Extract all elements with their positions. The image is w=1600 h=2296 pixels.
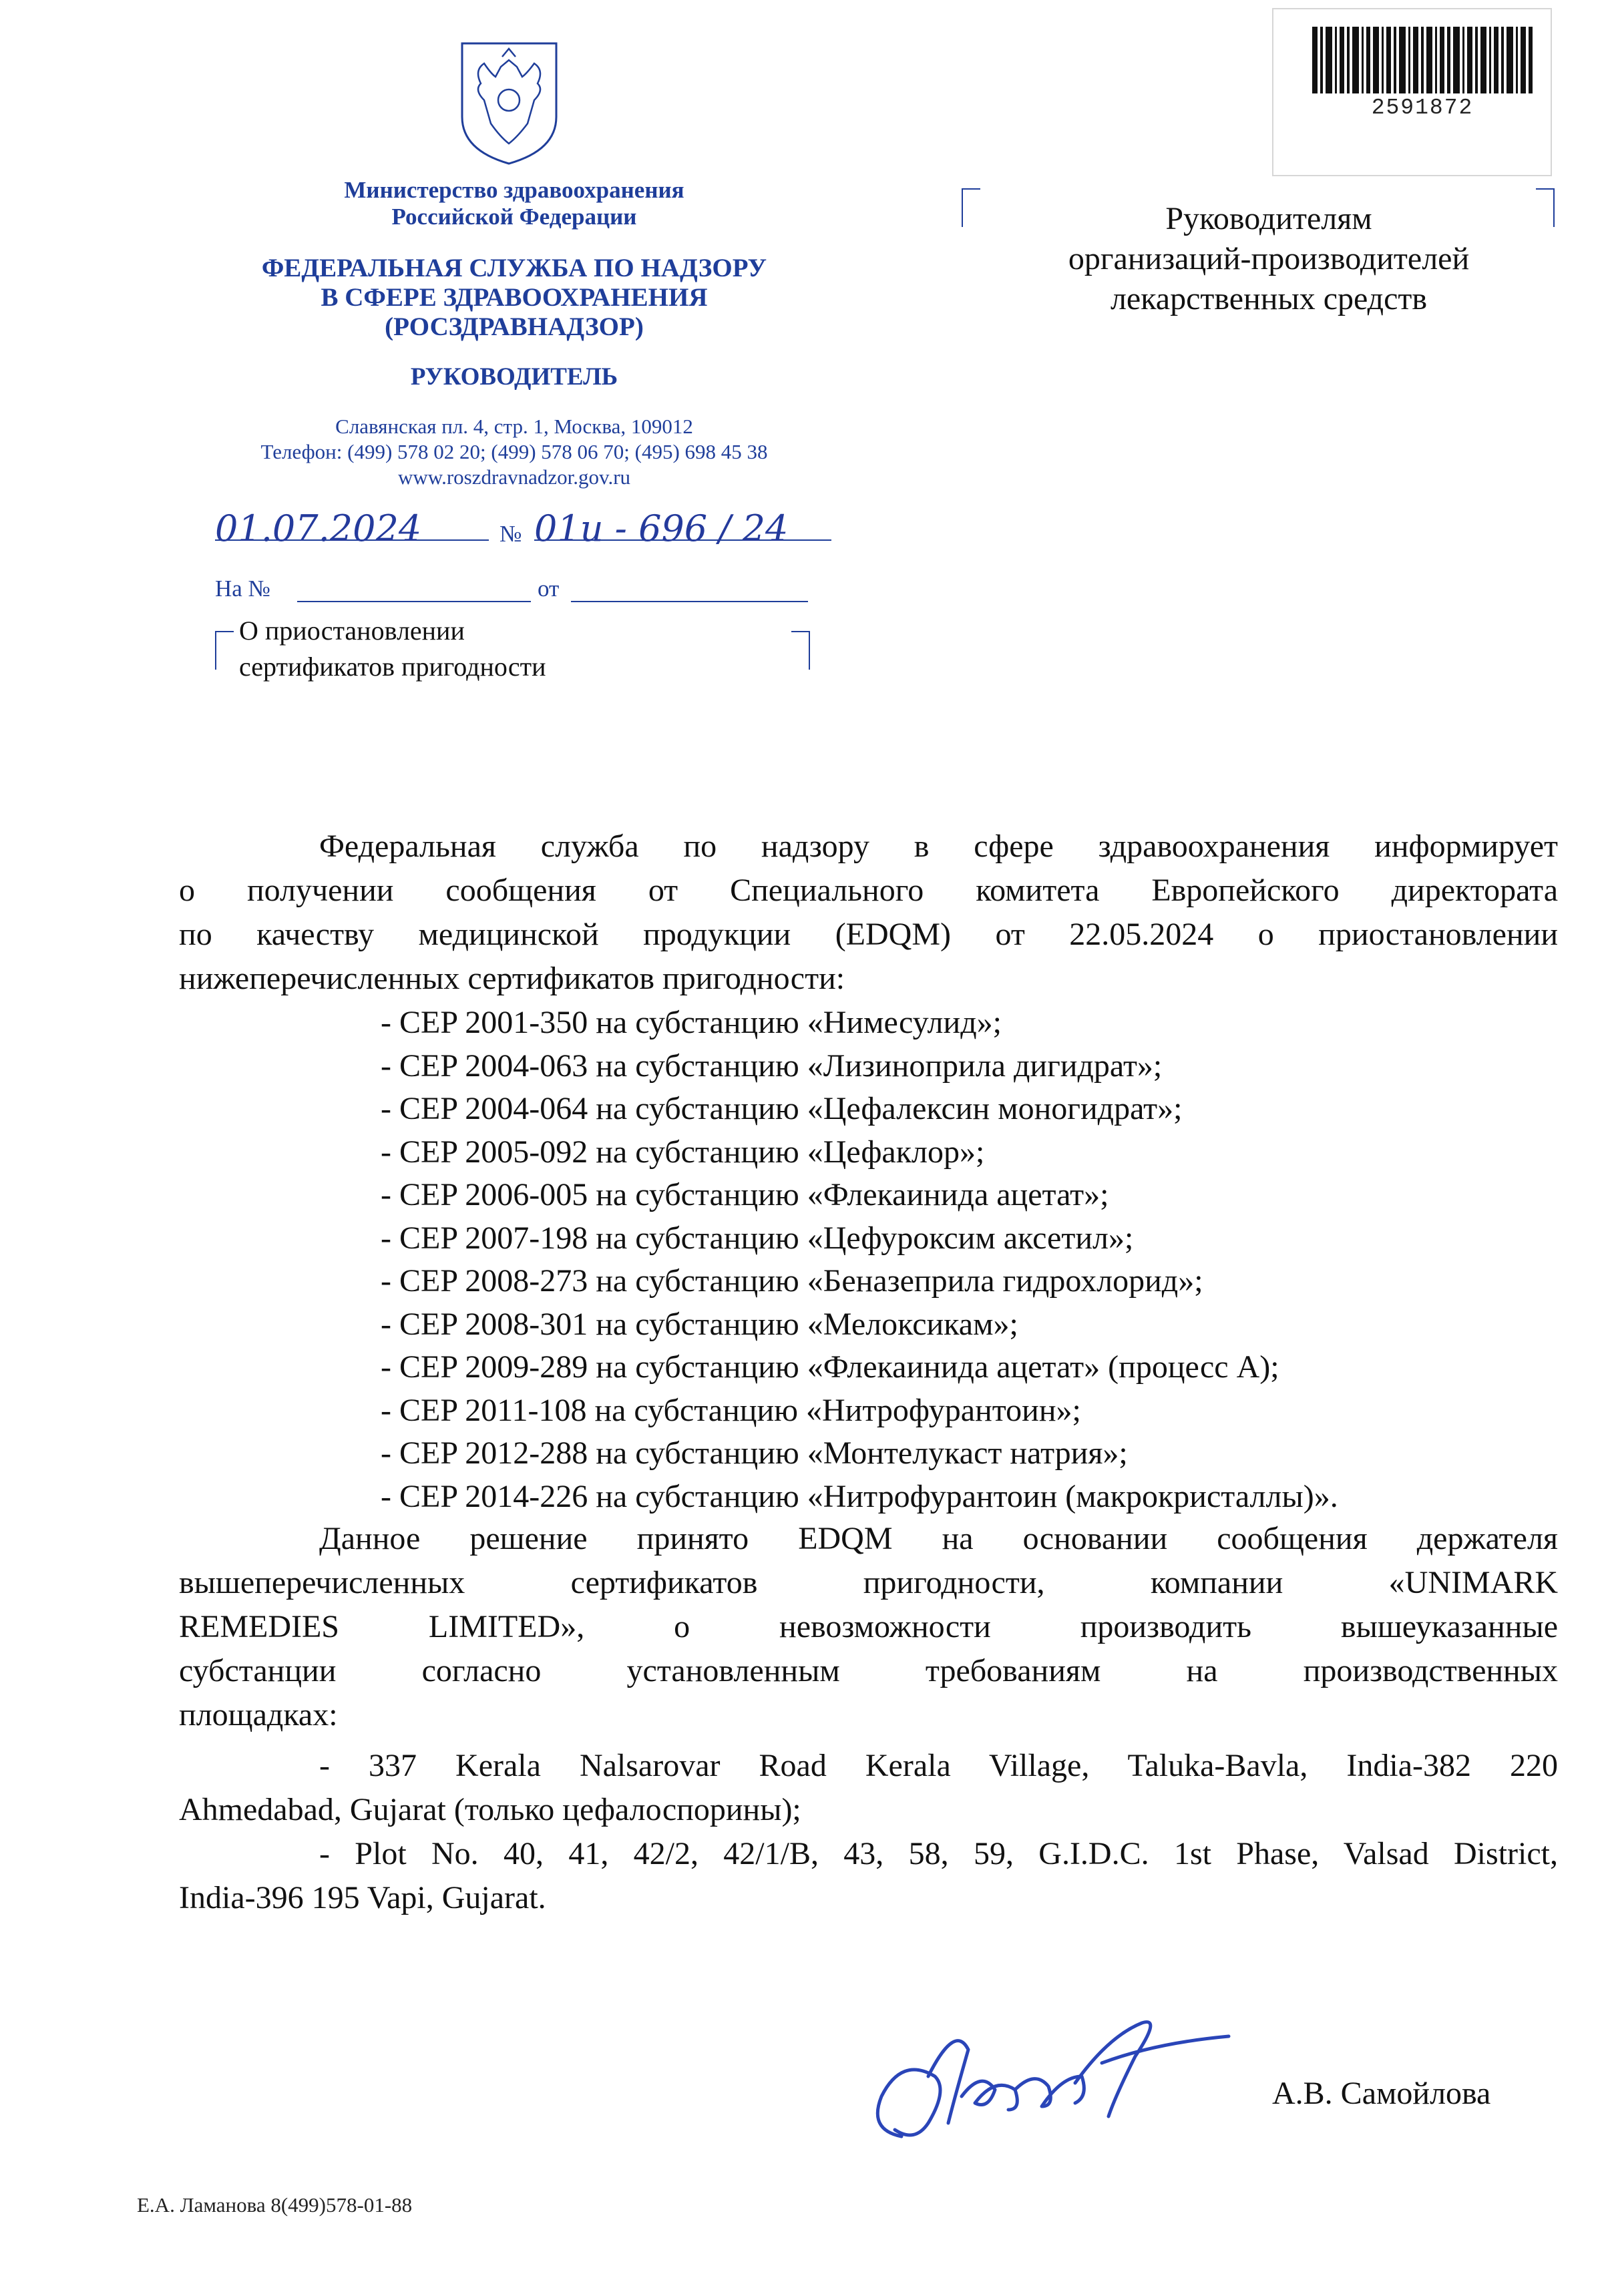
list-item: - CEP 2006-005 на субстанцию «Флекаинида ацетат»; [381,1177,1109,1212]
site-line: - Plot No. 40, 41, 42/2, 42/1/B, 43, 58, 59, G.I.D.C. 1st Phase, Valsad District, [319,1836,1558,1871]
ministry-line1: Министерство здравоохранения [344,177,684,203]
website: www.roszdravnadzor.gov.ru [397,465,631,489]
certificate-list [381,1001,1338,1518]
intro-line: о получении сообщения от Специального комитета Европейского директората [179,873,1558,908]
subject-line1: О приостановлении [239,616,465,646]
contact-block [160,414,868,490]
addressee-line3: лекарственных средств [1110,281,1428,316]
list-item: - CEP 2005-092 на субстанцию «Цефаклор»; [381,1134,985,1170]
reply-label: На № [215,576,270,602]
reference-number: 01и - 696 / 24 [534,507,789,549]
address: Славянская пл. 4, стр. 1, Москва, 109012 [335,415,693,438]
subject-corner-left [215,631,234,670]
site-line: India-396 195 Vapi, Gujarat. [179,1880,546,1915]
list-item: - CEP 2014-226 на субстанцию «Нитрофурантоин (макрокристаллы)». [381,1478,1338,1514]
site-line: - 337 Kerala Nalsarovar Road Kerala Village, Taluka-Bavla, India-382 220 [319,1748,1558,1783]
list-item: - CEP 2007-198 на субстанцию «Цефуроксим аксетил»; [381,1220,1134,1256]
decision-paragraph [179,1517,1558,1737]
addressee [975,199,1563,319]
signature-icon [855,1996,1269,2156]
list-item: - CEP 2011-108 на субстанцию «Нитрофурантоин»; [381,1392,1081,1428]
reference-date: 01.07.2024 [215,507,422,549]
subject-corner-right [791,631,810,670]
subject-line2: сертификатов пригодности [239,652,546,682]
barcode-icon [1312,27,1533,93]
subject [239,613,546,685]
barcode-number: 2591872 [1371,95,1474,120]
list-item: - CEP 2001-350 на субстанцию «Нимесулид»; [381,1005,1002,1040]
head-title: РУКОВОДИТЕЛЬ [410,363,618,391]
decision-line: Данное решение принято EDQM на основании сообщения держателя [319,1521,1558,1556]
intro-line: Федеральная служба по надзору в сфере здравоохранения информирует [319,829,1558,864]
coat-of-arms-icon [454,37,564,167]
decision-line: вышеперечисленных сертификатов пригодности, компании «UNIMARK [179,1565,1558,1600]
service-line1: ФЕДЕРАЛЬНАЯ СЛУЖБА ПО НАДЗОРУ [261,254,767,282]
decision-line: REMEDIES LIMITED», о невозможности производить вышеуказанные [179,1609,1558,1644]
list-item: - CEP 2004-064 на субстанцию «Цефалексин моногидрат»; [381,1091,1183,1126]
service-line2: В СФЕРЕ ЗДРАВООХРАНЕНИЯ [321,283,708,312]
addressee-line1: Руководителям [1165,201,1372,236]
intro-paragraph [179,825,1558,1001]
executor-contact: Е.А. Ламанова 8(499)578-01-88 [137,2193,413,2217]
list-item: - CEP 2008-273 на субстанцию «Беназеприла гидрохлорид»; [381,1263,1203,1299]
site-line: Ahmedabad, Gujarat (только цефалоспорины); [179,1792,801,1827]
signatory-name: А.В. Самойлова [1272,2076,1491,2111]
list-item: - CEP 2008-301 на субстанцию «Мелоксикам»; [381,1306,1018,1342]
decision-line: площадках: [179,1697,338,1733]
list-item: - CEP 2004-063 на субстанцию «Лизиноприла дигидрат»; [381,1048,1163,1084]
intro-line: нижеперечисленных сертификатов пригодности: [179,961,845,996]
phones: Телефон: (499) 578 02 20; (499) 578 06 70; (495) 698 45 38 [260,440,768,463]
decision-line: субстанции согласно установленным требованиям на производственных [179,1653,1558,1688]
ministry-name [160,177,868,230]
from-label: от [538,576,560,602]
intro-line: по качеству медицинской продукции (EDQM) от 22.05.2024 о приостановлении [179,917,1558,952]
ministry-line2: Российской Федерации [391,204,637,230]
service-name [160,254,868,342]
reply-number-line [297,601,531,602]
reply-date-line [571,601,808,602]
sites-list [179,1744,1558,1920]
number-sign: № [499,521,522,547]
list-item: - CEP 2009-289 на субстанцию «Флекаинида ацетат» (процесс A); [381,1349,1279,1385]
list-item: - CEP 2012-288 на субстанцию «Монтелукаст натрия»; [381,1435,1128,1471]
addressee-line2: организаций-производителей [1068,241,1470,276]
service-line3: (РОСЗДРАВНАДЗОР) [385,312,644,341]
